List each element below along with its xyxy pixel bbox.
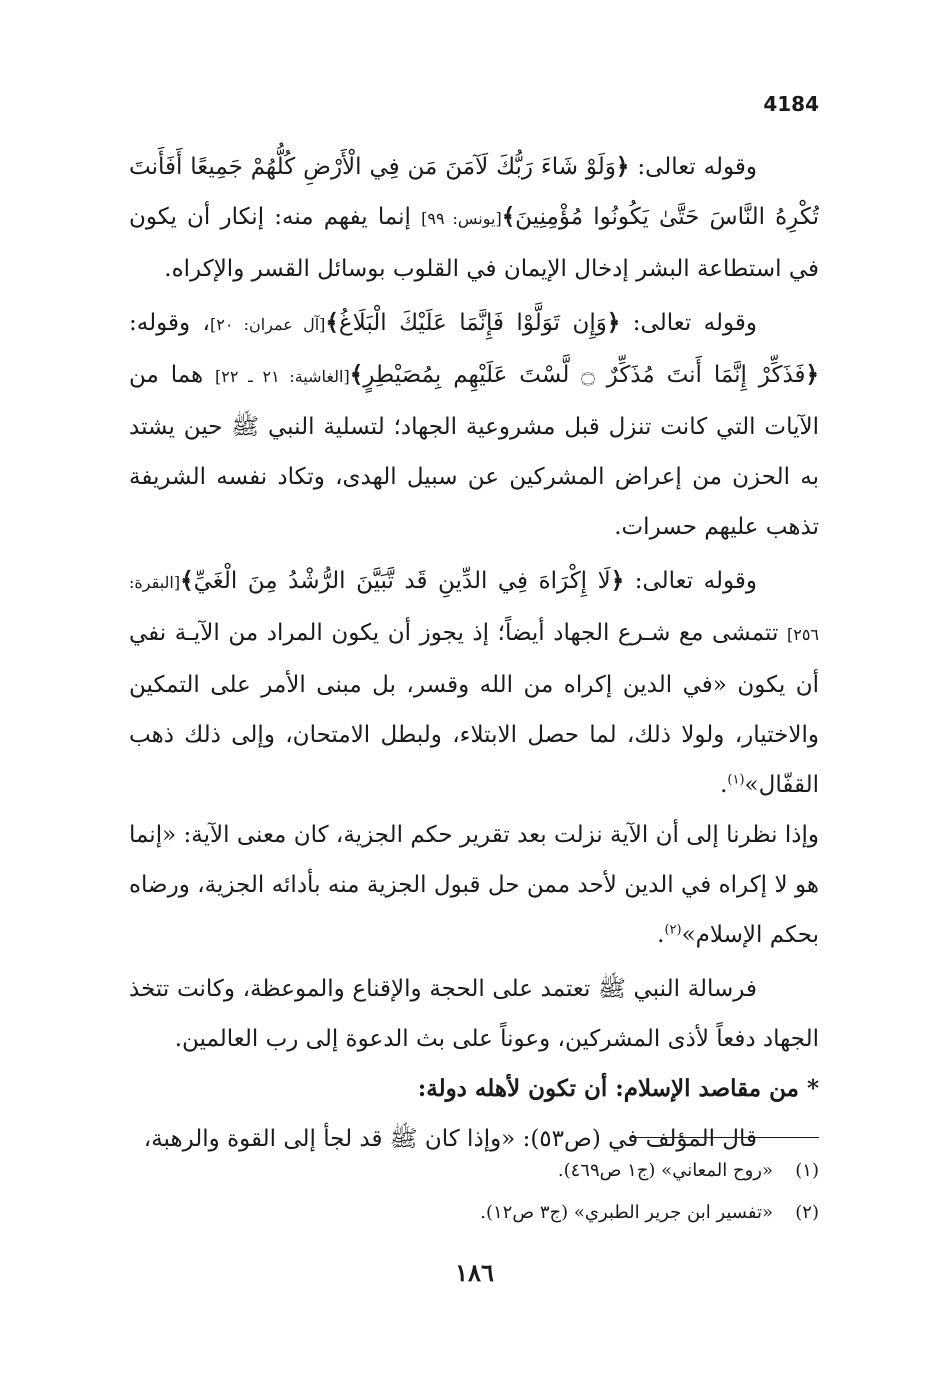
- heading-text: من مقاصد الإسلام: أن تكون لأهله دولة:: [417, 1075, 799, 1102]
- footnote-ref-1[interactable]: (١): [727, 772, 745, 788]
- paragraph-text: هما من الآيات التي كانت تنزل قبل مشروعية الجهاد؛ لتسلية النبي ﷺ حين يشتد به الحزن من إعراض المشركين عن سبيل الهدى، وتكاد نفسه الشريفة تذهب عليهم حسرات.: [129, 362, 819, 540]
- page-number-bottom: ١٨٦: [455, 1258, 494, 1287]
- paragraph-text: ، وقوله:: [129, 310, 210, 336]
- quran-verse: وَلَوْ شَاءَ رَبُّكَ لَآمَنَ مَن فِي الْأَرْضِ كُلُّهُمْ جَمِيعًا أَفَأَنتَ تُكْرِهُ النَّاسَ حَتَّىٰ يَكُونُوا مُؤْمِنِينَ: [129, 154, 819, 230]
- paragraph-text: تتمشى مع شـرع الجهاد أيضاً؛ إذ يجوز أن يكون المراد من الآيـة نفي أن يكون «في الدين إكراه من الله وقسر، بل مبنى الأمر على التمكين والاختيار، ولولا ذلك، لما حصل الابتلاء، ولبطل الامتحان، وإلى ذلك ذهب القفّال»: [129, 620, 819, 798]
- paragraph-intro: وقوله تعالى:: [620, 310, 757, 336]
- quran-open-bracket: ﴿: [606, 309, 621, 336]
- paragraph-4: [129, 964, 819, 1064]
- quran-verse: لَا إِكْرَاهَ فِي الدِّينِ قَد تَّبَيَّنَ الرُّشْدُ مِنَ الْغَيِّ: [193, 568, 611, 594]
- verse-reference: [آل عمران: ٢٠]: [209, 315, 326, 334]
- paragraph-2: [129, 298, 819, 552]
- footnote-ref-2[interactable]: (٢): [664, 922, 682, 938]
- paragraph-text: وإذا نظرنا إلى أن الآية نزلت بعد تقرير حكم الجزية، كان معنى الآية: «إنما هو لا إكراه في الدين لأحد ممن حل قبول الجزية منه بأدائه الجزية، ورضاه بحكم الإسلام»: [129, 822, 819, 948]
- paragraph-intro: وقوله تعالى:: [624, 568, 757, 594]
- verse-reference: [البقرة: ٢٥٦]: [129, 573, 819, 644]
- main-text: [129, 142, 819, 1164]
- page-number-top: 4184: [763, 92, 819, 116]
- quran-close-bracket: ﴾: [501, 203, 516, 230]
- heading-star: *: [798, 1075, 819, 1102]
- footnote-1: [129, 1150, 819, 1192]
- quran-verse: وَإِن تَوَلَّوْا فَإِنَّمَا عَلَيْكَ الْبَلَاغُ: [338, 310, 607, 336]
- verse-reference: [يونس: ٩٩]: [421, 209, 502, 228]
- paragraph-3-continued: [129, 810, 819, 960]
- quran-open-bracket: ﴿: [615, 153, 630, 180]
- footnote-number: (٢): [795, 1202, 819, 1223]
- paragraph-1: [129, 142, 819, 294]
- paragraph-text: .: [720, 772, 728, 798]
- paragraph-text: قال المؤلف في (ص٥٣): «وإذا كان ﷺ قد لجأ إلى القوة والرهبة،: [143, 1126, 757, 1152]
- paragraph-text: إنما يفهم منه: إنكار أن يكون في استطاعة البشر إدخال الإيمان في القلوب بوسائل القسر والإكراه.: [129, 204, 819, 282]
- paragraph-intro: وقوله تعالى:: [629, 154, 757, 180]
- quran-open-bracket: ﴿: [805, 361, 819, 388]
- quran-close-bracket: ﴾: [325, 309, 339, 336]
- footnote-text: «روح المعاني» (ج١ ص٤٦٩).: [557, 1160, 773, 1181]
- quran-verse: فَذَكِّرْ إِنَّمَا أَنتَ مُذَكِّرٌ ۝ لَّسْتَ عَلَيْهِم بِمُصَيْطِرٍ: [363, 362, 806, 388]
- quran-open-bracket: ﴿: [610, 567, 625, 594]
- footnote-number: (١): [795, 1160, 819, 1181]
- paragraph-text: فرسالة النبي ﷺ تعتمد على الحجة والإقناع والموعظة، وكانت تتخذ الجهاد دفعاً لأذى المشركين، وعوناً على بث الدعوة إلى رب العالمين.: [129, 976, 819, 1052]
- footnote-divider: [632, 1137, 819, 1138]
- quran-close-bracket: ﴾: [180, 567, 194, 594]
- verse-reference: [الغاشية: ٢١ ـ ٢٢]: [215, 367, 350, 386]
- footnote-2: [129, 1192, 819, 1234]
- footnote-text: «تفسير ابن جرير الطبري» (ج٣ ص١٢).: [480, 1202, 773, 1223]
- quran-close-bracket: ﴾: [349, 361, 364, 388]
- paragraph-3: [129, 556, 819, 810]
- paragraph-text: .: [657, 922, 665, 948]
- section-heading: [129, 1064, 819, 1114]
- footnotes: [129, 1150, 819, 1234]
